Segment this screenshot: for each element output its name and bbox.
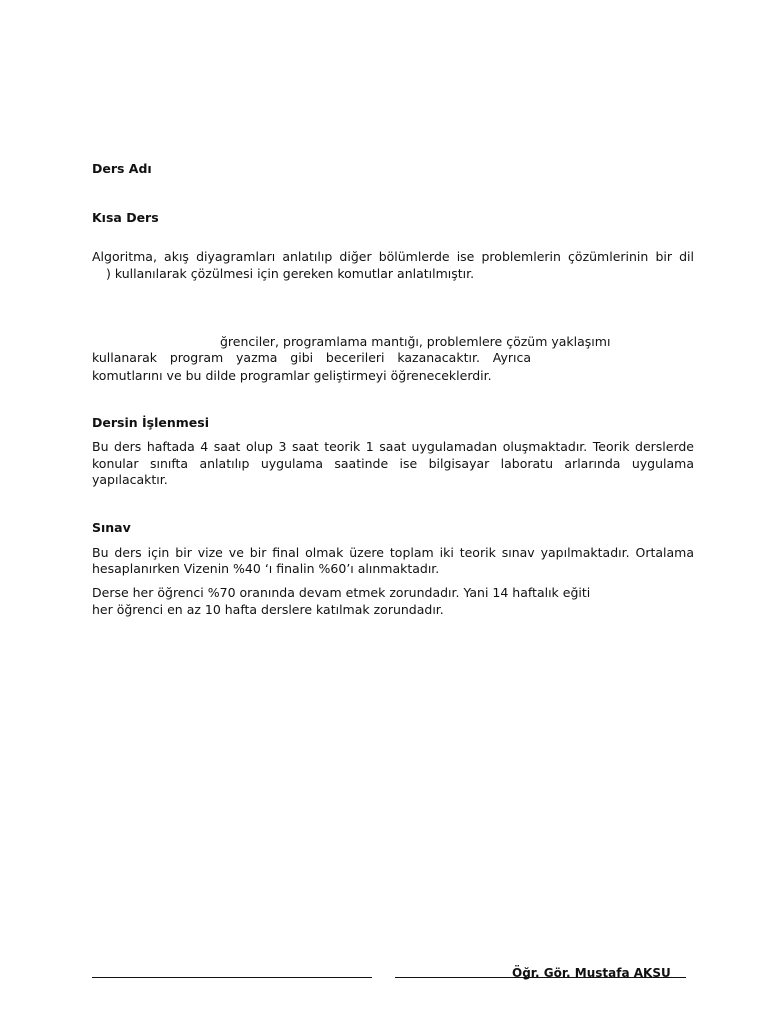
sinav-line-1: Bu ders için bir vize ve bir final olmak üzere toplam iki teorik sınav yapılmaktadır. Ortalama: [92, 545, 694, 560]
sinav-line-2: hesaplanırken Vizenin %40 ‘ı finalin %60’ı alınmaktadır.: [92, 561, 440, 576]
heading-dersin-islenmesi: Dersin İşlenmesi: [92, 415, 209, 430]
amac-line-3: komutlarını ve bu dilde programlar geliştirmeyi öğreneceklerdir.: [92, 368, 492, 383]
heading-kisa-ders: Kısa Ders: [92, 210, 159, 225]
islenme-line-2: konular sınıfta anlatılıp uygulama saatinde ise bilgisayar laboratu arlarında uygulama: [92, 456, 694, 471]
sinav-line-4: her öğrenci en az 10 hafta derslere katılmak zorundadır.: [92, 602, 444, 617]
islenme-line-3: yapılacaktır.: [92, 472, 168, 487]
heading-sinav: Sınav: [92, 520, 131, 535]
kisa-ders-line-1: Algoritma, akış diyagramları anlatılıp diğer bölümlerde ise problemlerin çözümlerinin bir dil: [92, 249, 694, 264]
amac-line-2: kullanarak program yazma gibi becerileri kazanacaktır. Ayrıca: [92, 350, 531, 365]
sinav-line-3: Derse her öğrenci %70 oranında devam etmek zorundadır. Yani 14 haftalık eğiti: [92, 585, 591, 600]
islenme-line-1: Bu ders haftada 4 saat olup 3 saat teorik 1 saat uygulamadan oluşmaktadır. Teorik derslerde: [92, 439, 694, 454]
signature-line-left: [92, 977, 372, 978]
amac-line-1: ğrenciler, programlama mantığı, problemlere çözüm yaklaşımı: [220, 334, 611, 349]
heading-ders-adi: Ders Adı: [92, 161, 152, 176]
kisa-ders-line-2: ) kullanılarak çözülmesi için gereken komutlar anlatılmıştır.: [106, 266, 475, 281]
signature-name: Öğr. Gör. Mustafa AKSU: [512, 966, 671, 980]
